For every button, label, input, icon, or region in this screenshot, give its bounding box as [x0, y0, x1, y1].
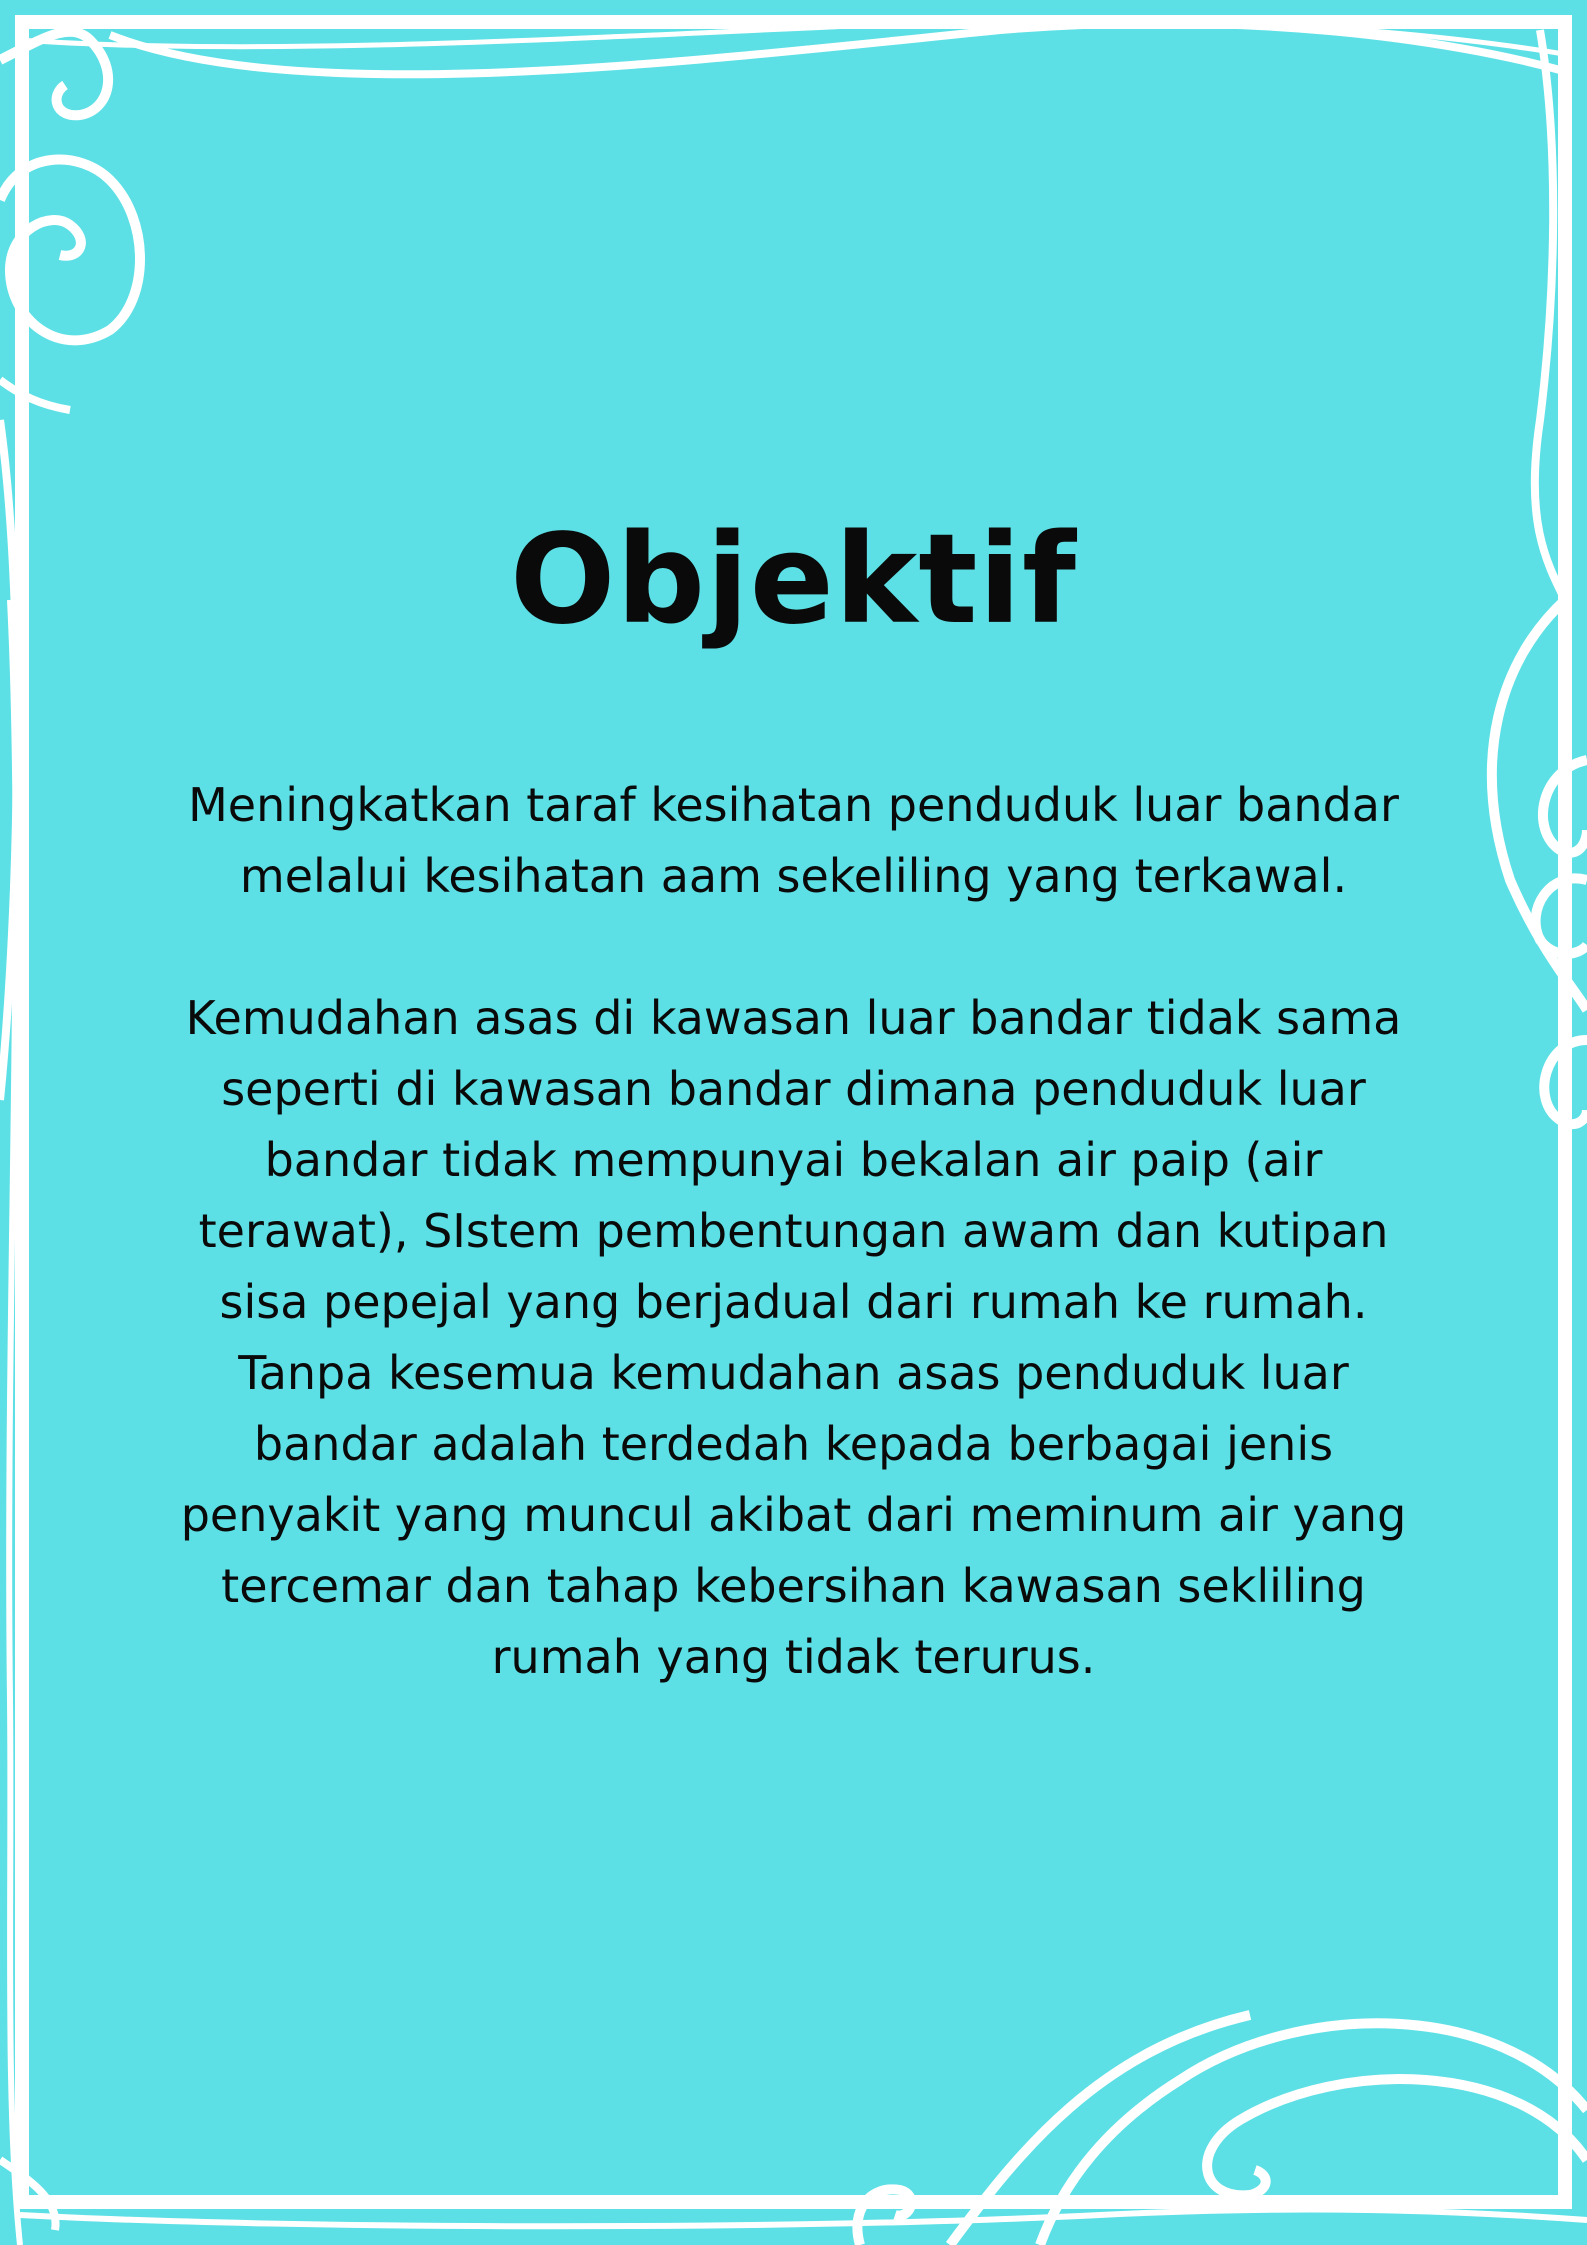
paragraph-objective: Meningkatkan taraf kesihatan penduduk luar bandar melalui kesihatan aam sekeliling yang terkawal. — [188, 778, 1399, 903]
bottom-line — [20, 2210, 1587, 2227]
bottom-right-curl — [1207, 2079, 1587, 2195]
paragraph-description: Kemudahan asas di kawasan luar bandar tidak sama seperti di kawasan bandar dimana penduduk luar bandar tidak mempunyai bekalan air paip (air terawat), SIstem pembentungan awam dan kutipan sisa pepejal yang berjadual dari rumah ke rumah. Tanpa kesemua kemudahan asas penduduk luar bandar adalah terdedah kepada berbagai jenis penyakit yang muncul akibat dari meminum air yang tercemar dan tahap kebersihan kawasan sekliling rumah yang tidak terurus. — [180, 991, 1407, 1684]
top-left-tail — [0, 380, 70, 410]
page-title: Objektif — [510, 508, 1077, 652]
document-content — [150, 500, 1437, 1693]
